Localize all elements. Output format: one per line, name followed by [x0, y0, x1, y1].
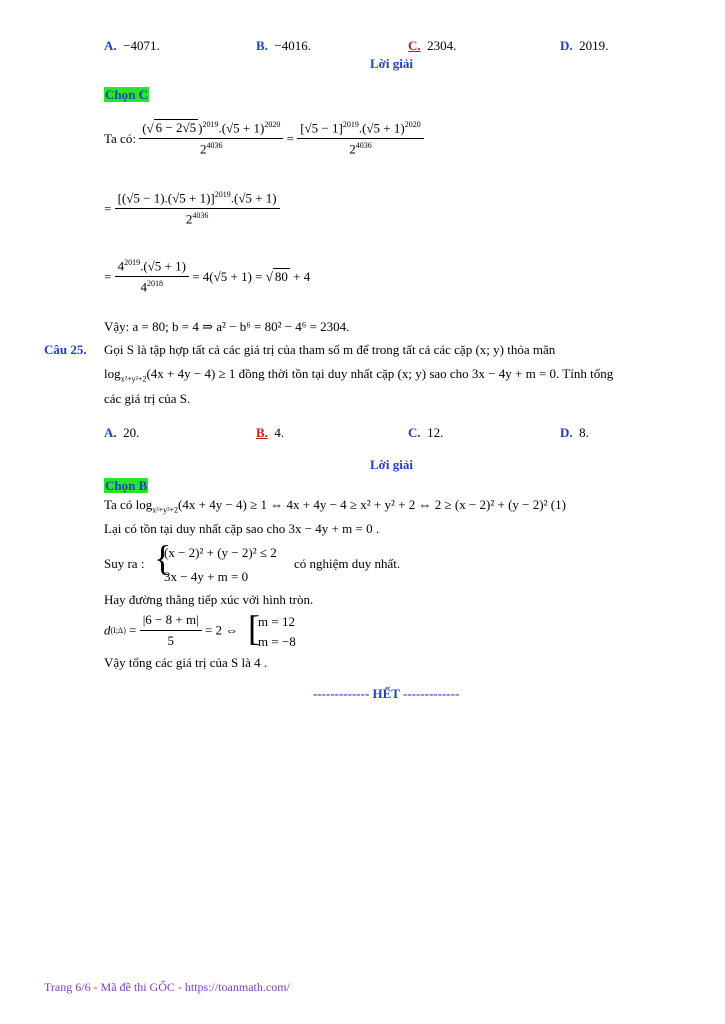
step-ta-co: Ta có: $\frac{(√ 6 - 2√5 )^{2019}.(√5 + 1)^{2020}}{2^{4036}}$ = $\frac{[√5 - 1]^{2019}.(√5 + 1)^{2020}}{2^{4036}}$ — [104, 120, 424, 158]
m-value-1: m = 12 — [258, 614, 295, 629]
q25-option-c: C. 12. — [408, 425, 444, 440]
sol2-distance: d(I;Δ) = $\frac{|6 - 8 + m|}{5}$ = 2 ⇔ — [104, 612, 239, 648]
q25-number: Câu 25. — [44, 342, 87, 357]
end-marker: ------------- HẾT ------------- — [313, 686, 460, 701]
q25-option-d: D. 8. — [560, 425, 589, 440]
step-3: = $\frac{4^{2019}.(√5 + 1)}{4^{2018}}$ = 4(√5 + 1) = √ 80 + 4 — [104, 258, 311, 295]
system-brace: { — [154, 538, 172, 578]
fraction-3: $\frac{[(√5 - 1).(√5 + 1)]^{2019}.(√5 + 1)}{2^{4036}}$ — [115, 190, 280, 228]
sol2-line-1: Ta có $\log_{x^2+y^2+2}(4x + 4y - 4) \ge 1$ ⇔ 4x + 4y − 4 ≥ x² + y² + 2 ⇔ 2 ≥ (x − 2)² + (y − 2)² (1) — [104, 497, 566, 515]
fraction-2: $\frac{[√5 - 1]^{2019}.(√5 + 1)^{2020}}{2^{4036}}$ — [297, 120, 424, 158]
sol2-conclusion: Vậy tổng các giá trị của S là 4 . — [104, 655, 268, 670]
step-vay: Vậy: a = 80; b = 4 ⇒ a² − b⁶ = 80² − 4⁶ = 2304. — [104, 319, 350, 334]
distance-fraction: $\frac{|6 - 8 + m|}{5}$ — [140, 612, 202, 649]
q24-option-c: C. 2304. — [408, 38, 457, 53]
solution-title-1: Lời giải — [370, 56, 413, 71]
m-value-2: m = −8 — [258, 634, 296, 649]
q25-text-3: các giá trị của S. — [104, 391, 191, 406]
q24-option-d: D. 2019. — [560, 38, 609, 53]
page-footer: Trang 6/6 - Mã đề thi GỐC - https://toanmath.com/ — [44, 980, 290, 994]
chon-answer-2: Chọn B — [105, 478, 148, 493]
q25-option-b: B. 4. — [256, 425, 285, 440]
q24-option-a: A. −4071. — [104, 38, 160, 53]
chon-answer-1: Chọn C — [105, 87, 148, 102]
q25-option-a: A. 20. — [104, 425, 140, 440]
q25-text-1: Gọi S là tập hợp tất cả các giá trị của tham số m để trong tất cả các cặp (x; y) thỏa mãn — [104, 342, 556, 357]
system-eq-2: 3x − 4y + m = 0 — [164, 569, 249, 584]
q25-text-2: $\log_{x^2+y^2+2}(4x + 4y - 4) \ge 1$ đồng thời tồn tại duy nhất cặp (x; y) sao cho 3x − 4y + m = 0. Tính tổng — [104, 366, 614, 384]
fraction-4: $\frac{4^{2019}.(√5 + 1)}{4^{2018}}$ — [115, 258, 189, 296]
step-2: = $\frac{[(√5 - 1).(√5 + 1)]^{2019}.(√5 + 1)}{2^{4036}}$ — [104, 190, 280, 228]
sol2-line-hay: Hay đường thẳng tiếp xúc với hình tròn. — [104, 592, 314, 607]
system-tail: có nghiệm duy nhất. — [294, 556, 401, 571]
q24-option-b: B. −4016. — [256, 38, 312, 53]
sol2-line-2: Lại có tồn tại duy nhất cặp sao cho 3x − 4y + m = 0 . — [104, 521, 380, 536]
solution-title-2: Lời giải — [370, 457, 413, 472]
system-eq-1: (x − 2)² + (y − 2)² ≤ 2 — [164, 545, 277, 560]
sol2-suy-ra: Suy ra : — [104, 556, 145, 571]
fraction-1: $\frac{(√ 6 - 2√5 )^{2019}.(√5 + 1)^{2020}}{2^{4036}}$ — [139, 120, 283, 158]
bracket: [ — [248, 608, 260, 648]
